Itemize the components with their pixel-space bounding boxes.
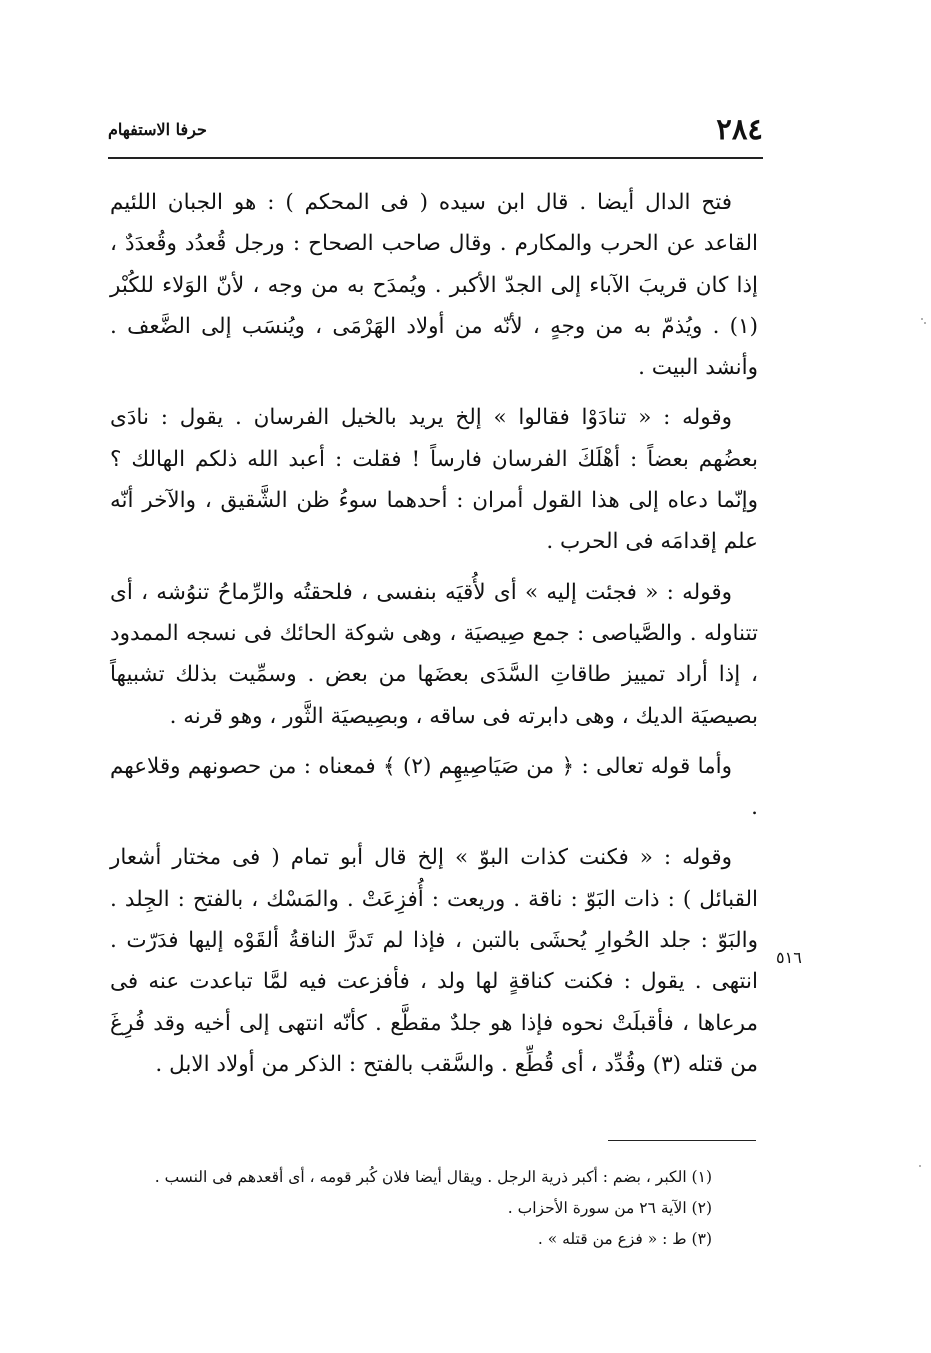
margin-page-reference: ٥١٦ [776, 948, 802, 967]
paragraph: وأما قوله تعالى : ﴿ من صَيَاصِيهِم (٢) ﴾ فمعناه : من حصونهم وقلاعهم . [110, 753, 758, 821]
header-rule [108, 157, 763, 159]
page-number: ٢٨٤ [716, 112, 763, 146]
running-title: حرفا الاستفهام [108, 120, 207, 139]
scan-speck [919, 1165, 921, 1167]
footnote: (١) الكبر ، بضم : أكبر ذرية الرجل . ويقال أيضا فلان كُبر قومه ، أى أقعدهم فى النسب . [154, 1168, 712, 1186]
footnote: (٣) ط : « فزع من قتله » . [537, 1230, 712, 1248]
footnotes [108, 1162, 760, 1255]
footnote: (٢) الآية ٢٦ من سورة الأحزاب . [507, 1199, 712, 1217]
main-text [110, 182, 758, 1094]
page-header [108, 112, 763, 152]
paragraph: وقوله : « تنادَوْا فقالوا » إلخ يريد بالخيل الفرسان . يقول : نادَى بعضُهم بعضاً : أهْلَكَ الفرسان فارساً ! فقلت : أعبد الله ذلكم الهالك ؟ وإنّما دعاه إلى هذا القول أمران : أحدهما سوءُ ظن الشَّقيق ، والآخر أنّه علم إقدامَه فى الحرب . [110, 405, 758, 555]
scan-speck [924, 322, 926, 324]
scan-speck [921, 318, 923, 320]
paragraph: وقوله : « فجئت إليه » أى لأُقيَه بنفسى ، فلحقتُه والرِّماحُ تنوُشه ، أى تتناوله . والصَّياصى : جمع صِيصيَة ، وهى شوكة الحائك فى نسجه الممدود ، إذا أراد تمييز طاقاتِ السَّدَى بعضَها من بعض . وسمِّيت بذلك تشبيهاً بصيصيَة الديك ، وهى دابرته فى ساقه ، وبصِيصيَة الثَّور ، وهو قرنه . [110, 579, 758, 729]
paragraph: فتح الدال أيضا . قال ابن سيده ( فى المحكم ) : هو الجبان اللئيم القاعد عن الحرب والمكارم . وقال صاحب الصحاح : ورجل قُعدُد وقُعدَدٌ ، إذا كان قريبَ الآباء إلى الجدّ الأكبر . ويُمدَح به من وجه ، لأنّ الوَلاء للكُبْر (١) . ويُذمّ به من وجهٍ ، لأنّه من أولاد الهَرْمَى ، ويُنسَب إلى الضَّعف . وأنشد البيت . [110, 190, 758, 381]
paragraph: وقوله : « فكنت كذات البوّ » إلخ قال أبو تمام ( فى مختار أشعار القبائل ) : ذات البَوّ : ناقة . وريعت : أُفزِعَتْ . والمَسْك ، بالفتح : الجِلد . والبَوّ : جلد الحُوارِ يُحشَى بالتبن ، فإذا لم تَدرَّ الناقةُ ألقَوْه إليها فدَرّت . انتهى . يقول : فكنت كناقةٍ لها ولد ، فأفزعت فيه لمَّا تباعدت عنه فى مرعاها ، فأقبلَتْ نحوه فإذا هو جلدٌ مقطَّع . كأنّه انتهى إلى أخيه وقد فُرِغَ من قتله (٣) وقُدِّد ، أى قُطِّع . والسَّقب بالفتح : الذكر من أولاد الابل . [110, 845, 758, 1077]
footnote-rule [608, 1140, 756, 1141]
